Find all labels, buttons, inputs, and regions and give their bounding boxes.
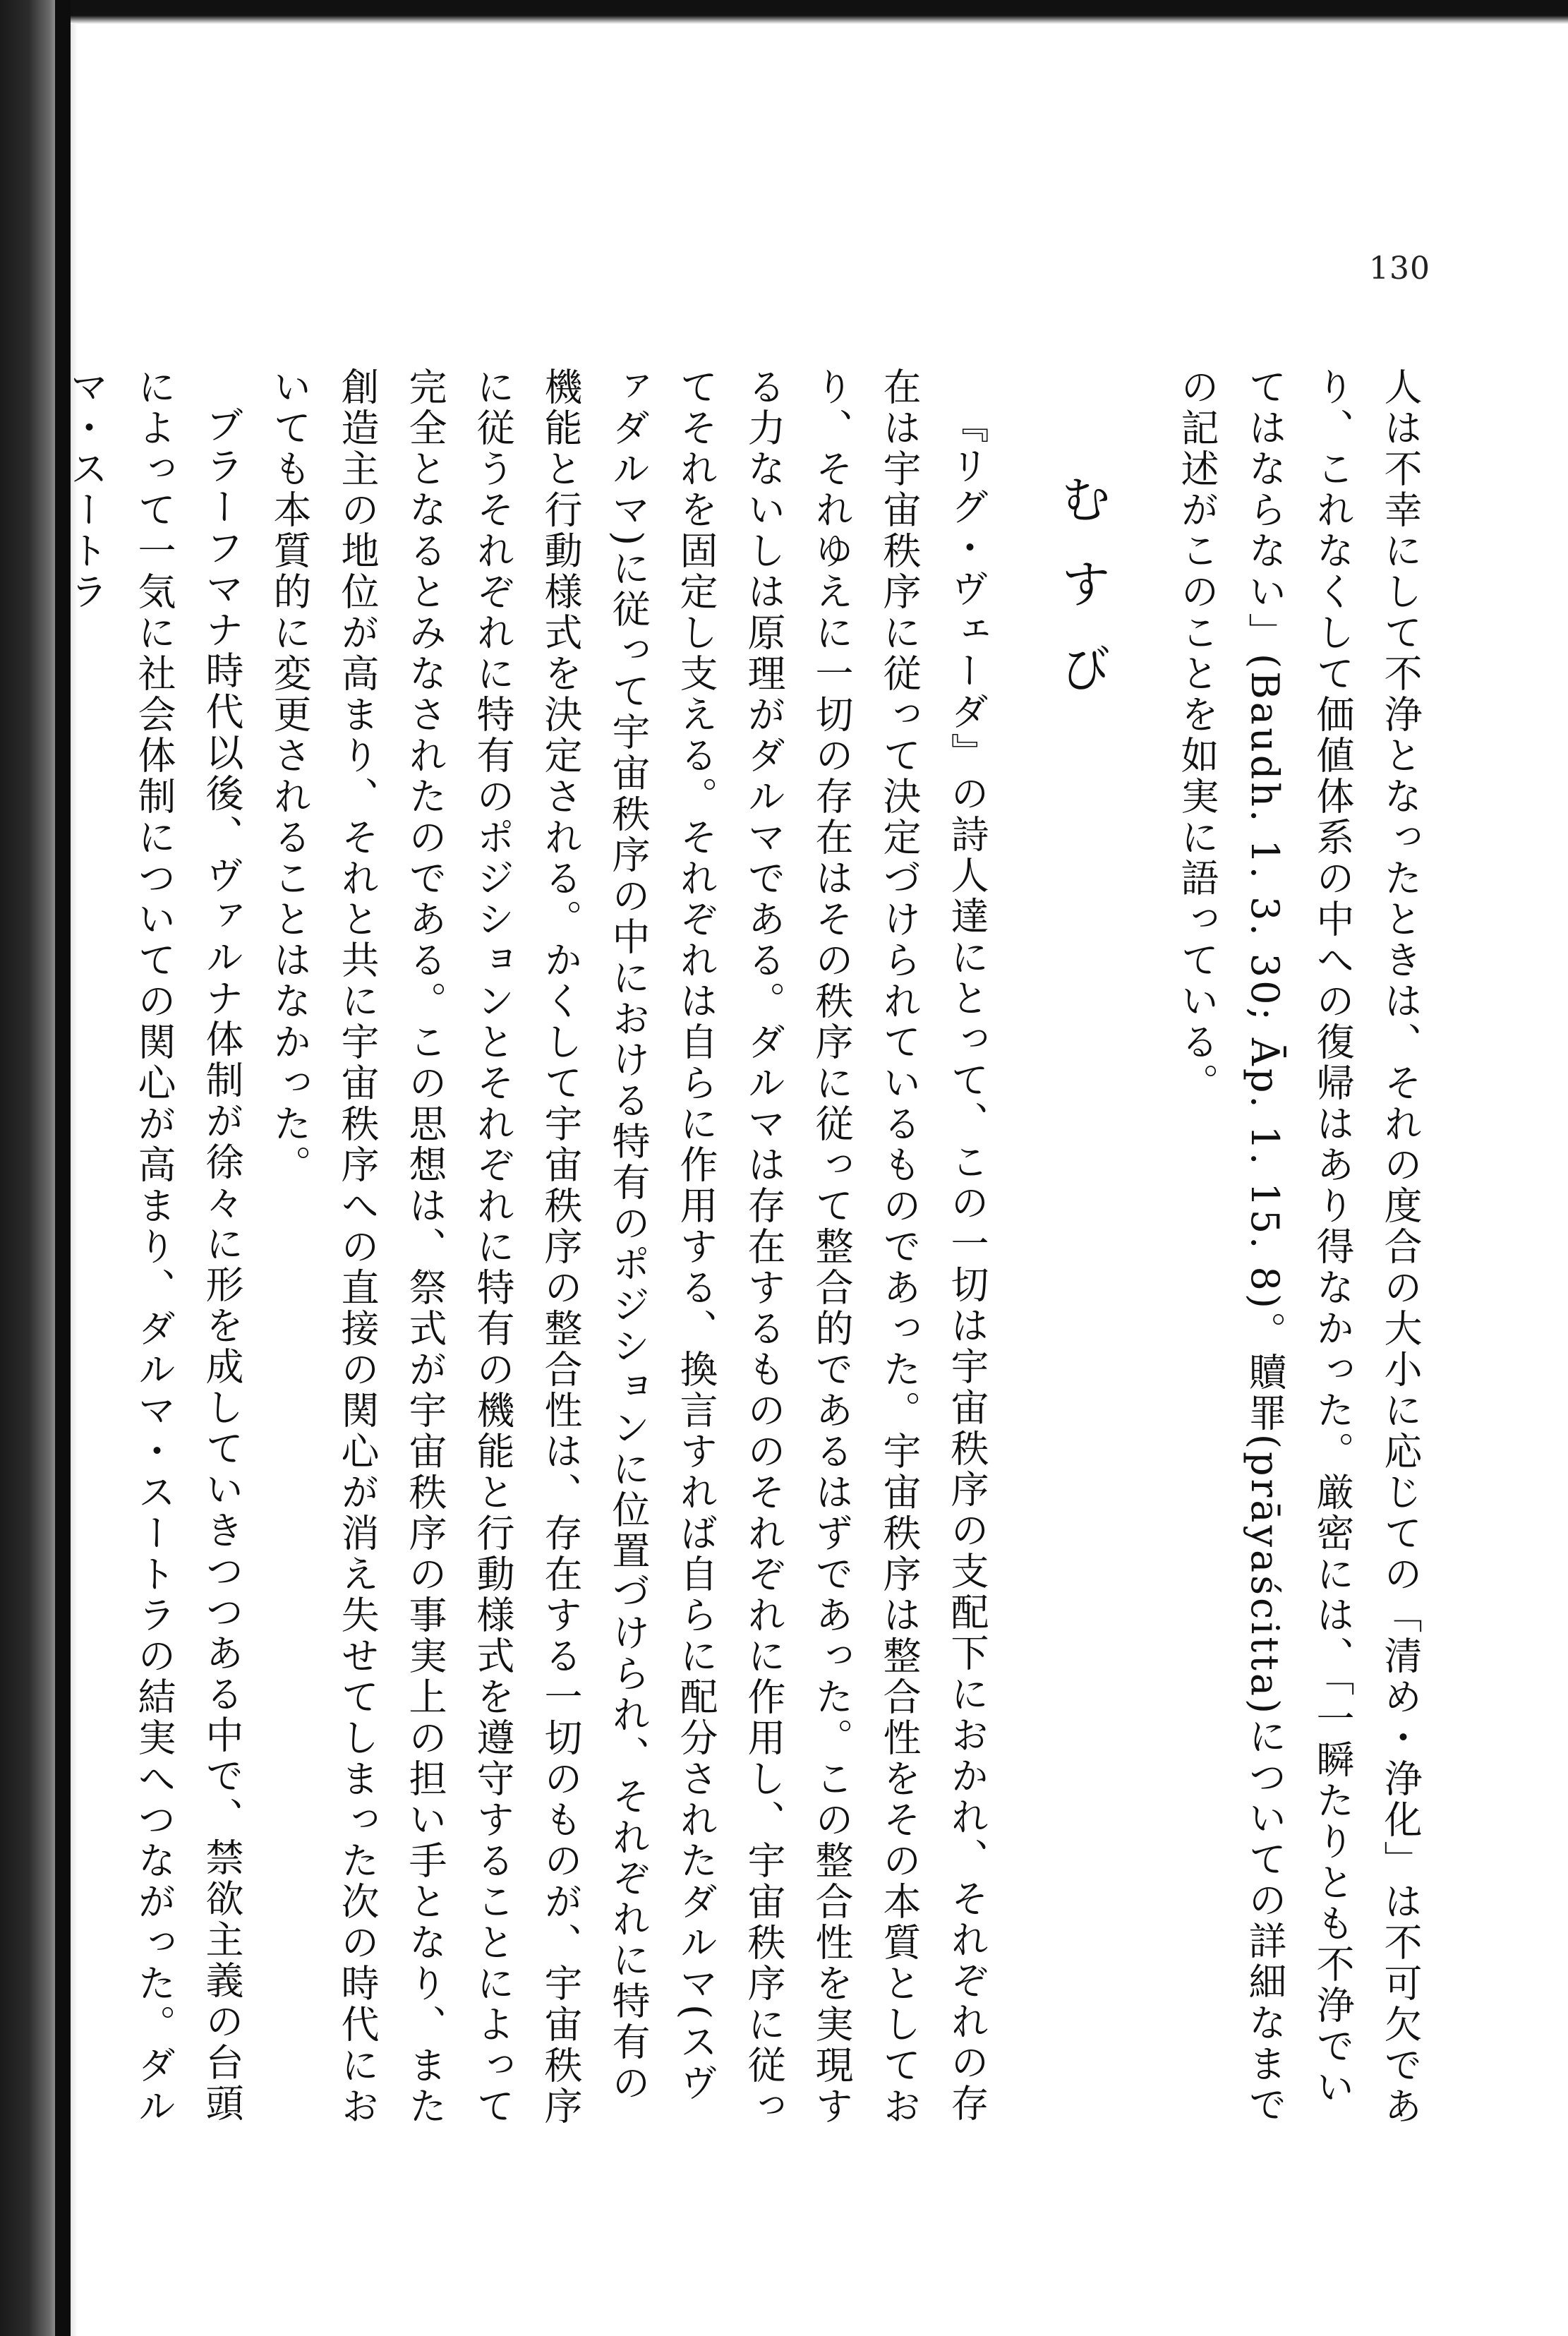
body-paragraph-1: 『リグ・ヴェーダ』の詩人達にとって、この一切は宇宙秩序の支配下におかれ、それぞれの存在は宇宙秩序に従って決定づけられているものであった。宇宙秩序は整合性をその本質としており、それゆえに一切の存在はその秩序に従って整合的であるはずであった。この整合性を実現する力ないしは原理がダルマである。ダルマは存在するもののそれぞれに作用し、宇宙秩序に従ってそれを固定し支える。それぞれは自らに作用する、換言すれば自らに配分されたダルマ(スヴァダルマ)に従って宇宙秩序の中における特有のポジションに位置づけられ、それぞれに特有の機能と行動様式を決定される。かくして宇宙秩序の整合性は、存在する一切のものが、宇宙秩序に従うそれぞれに特有のポジションとそれぞれに特有の機能と行動様式を遵守することによって完全となるとみなされたのである。この思想は、祭式が宇宙秩序の事実上の担い手となり、また創造主の地位が高まり、それと共に宇宙秩序への直接の関心が消え失せてしまった次の時代においても本質的に変更されることはなかった。 <box>267 367 989 2127</box>
vertical-text-body <box>52 367 1434 2131</box>
body-paragraph-2: ブラーフマナ時代以後、ヴァルナ体制が徐々に形を成していきつつある中で、禁欲主義の台頭によって一気に社会体制についての関心が高まり、ダルマ・スートラの結実へつながった。ダルマ・スートラ <box>64 367 244 2127</box>
section-heading: むすび <box>1052 473 1111 727</box>
page-number: 130 <box>1369 251 1430 287</box>
continued-paragraph: 人は不幸にして不浄となったときは、それの度合の大小に応じての「清め・浄化」は不可欠であり、これなくして価値体系の中への復帰はあり得なかった。厳密には、「一瞬たりとも不浄でいてはならない」(Baudh. 1. 3. 30; Āp. 1. 15. 8)。贖罪(prāyaścitta)についての詳細なまでの記述がこのことを如実に語っている。 <box>1175 367 1423 2127</box>
page-top-edge <box>71 0 1568 24</box>
